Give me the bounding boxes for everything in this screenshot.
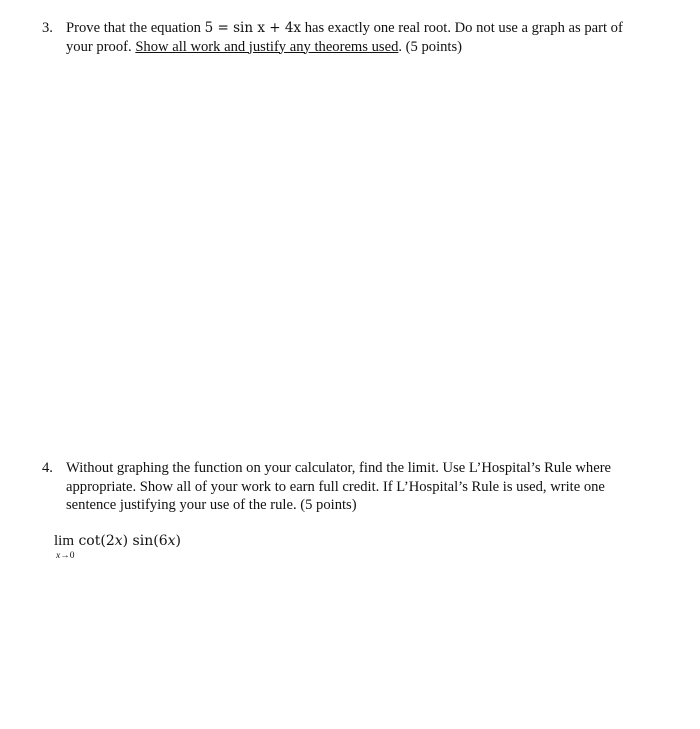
equation: 5 = sin x + 4x [204,20,302,36]
sub-var: x [56,551,61,561]
limit-expression [54,533,181,561]
question-4 [42,459,642,515]
var: x [114,533,123,549]
expr: ) sin(6 [122,533,168,549]
text: has exactly one real root. Do not use a graph as part of your proof. [66,20,623,55]
question-text [66,19,642,56]
underlined-instruction: Show all work and justify any theorems used [135,38,399,55]
text: Prove that the equation [66,20,205,36]
sub-arrow: →0 [60,551,75,561]
expr: ) [175,533,181,549]
points: . (5 points) [398,38,463,55]
question-number: 4. [42,460,53,476]
question-text: Without graphing the function on your calculator, find the limit. Use L’Hospital’s Rule where appropriate. Show all of your work to earn full credit. If L’Hospital’s Rule is used, write one sentence justifying your use of the rule. (5 points) [66,460,612,514]
var: x [167,533,176,549]
expr: cot(2 [74,533,115,549]
lim: lim [54,533,75,549]
question-3 [42,19,642,56]
question-number: 3. [42,20,53,36]
limit-subscript [56,551,74,561]
